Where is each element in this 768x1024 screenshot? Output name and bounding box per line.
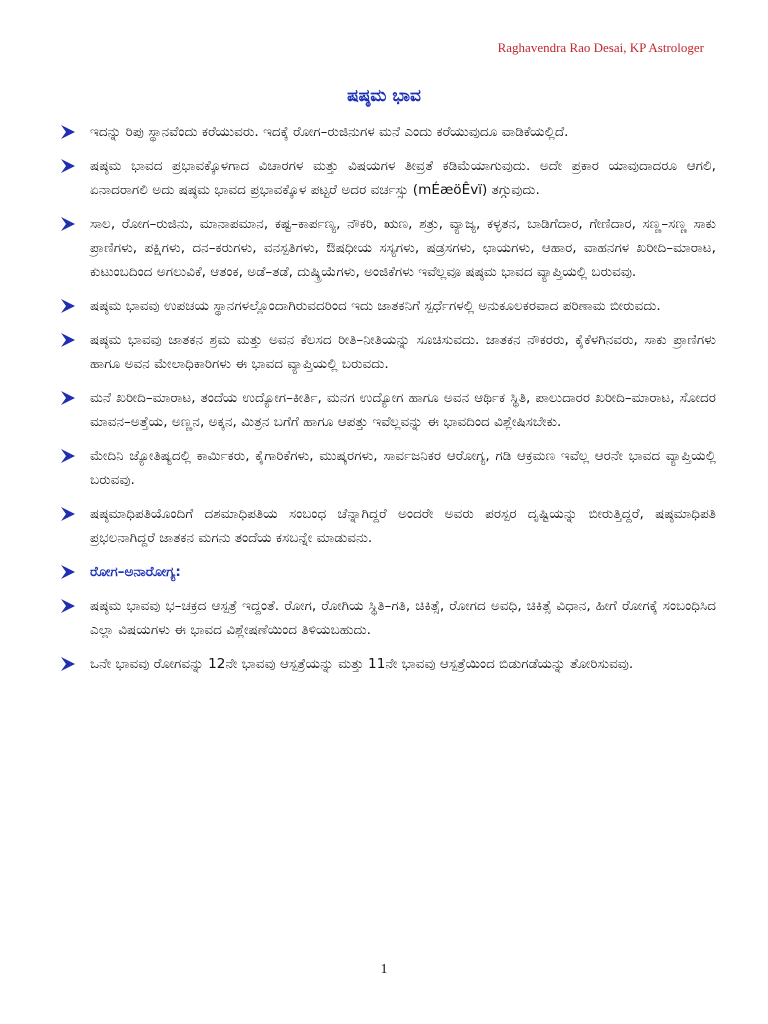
section-heading-text: ರೋಗ–ಅನಾರೋಗ್ಯ: xyxy=(90,564,181,580)
arrow-bullet-icon xyxy=(60,294,90,314)
bullet-paragraph xyxy=(60,120,716,144)
paragraph-text: ಷಷ್ಠಮ ಭಾವವು ಭ–ಚಕ್ರದ ಆಸ್ಪತ್ರೆ ಇದ್ದಂತೆ. ರೋಗ, ರೋಗಿಯ ಸ್ಥಿತಿ–ಗತಿ, ಚಿಕಿತ್ಸೆ, ರೋಗದ ಅವಧಿ, ಚಿಕಿತ್ಸೆ ವಿಧಾನ, ಹೀಗೆ ರೋಗಕ್ಕೆ ಸಂಬಂಧಿಸಿದ ಎಲ್ಲಾ ವಿಷಯಗಳು ಈ ಭಾವದ ವಿಶ್ಲೇಷಣೆಯಿಂದ ತಿಳಿಯಬಹುದು. xyxy=(90,598,716,638)
bullet-paragraph xyxy=(60,444,716,492)
arrow-bullet-icon xyxy=(60,652,90,672)
author-credit: Raghavendra Rao Desai, KP Astrologer xyxy=(497,40,704,55)
arrow-bullet-icon xyxy=(60,502,90,522)
arrow-bullet-icon xyxy=(60,120,90,140)
section-heading xyxy=(60,560,716,584)
paragraph-text: ಮನೆ ಖರೀದಿ–ಮಾರಾಟ, ತಂದೆಯ ಉದ್ಯೋಗ–ಕೀರ್ತಿ, ಮನಗ ಉದ್ಯೋಗ ಹಾಗೂ ಅವನ ಆರ್ಥಿಕ ಸ್ಥಿತಿ, ಪಾಲುದಾರರ ಖರೀದಿ–ಮಾರಾಟ, ಸೋದರ ಮಾವನ–ಅತ್ತೆಯ, ಅಣ್ಣನ, ಅಕ್ಕನ, ಮಿತ್ರನ ಬಗೆಗೆ ಹಾಗೂ ಆಪತ್ತು ಇವೆಲ್ಲವನ್ನು ಈ ಭಾವದಿಂದ ವಿಶ್ಲೇಷಿಸಬೇಕು. xyxy=(90,390,716,430)
paragraph-text: ಸಾಲ, ರೋಗ–ರುಜಿನು, ಮಾನಾಪಮಾನ, ಕಷ್ಟ–ಕಾರ್ಪಣ್ಯ, ನೌಕರಿ, ಋಣ, ಶತ್ರು, ವ್ಯಾಜ್ಯ, ಕಳ್ಳತನ, ಬಾಡಿಗೆದಾರ, ಗೇಣಿದಾರ, ಸಣ್ಣ–ಸಣ್ಣ ಸಾಕು ಪ್ರಾಣಿಗಳು, ಪಕ್ಷಿಗಳು, ದನ–ಕರುಗಳು, ವನಸ್ಪತಿಗಳು, ಔಷಧೀಯ ಸಸ್ಯಗಳು, ಷಡ್ರಸಗಳು, ಛಾಯಗಳು, ಆಹಾರ, ವಾಹನಗಳ ಖರೀದಿ–ಮಾರಾಟ, ಕುಟುಂಬದಿಂದ ಅಗಲುವಿಕೆ, ಆತಂಕ, ಅಡೆ–ತಡೆ, ದುಷ್ಕ್ರಿಯೆಗಳು, ಅಂಜಿಕೆಗಳು ಇವೆಲ್ಲವೂ ಷಷ್ಠಮ ಭಾವದ ವ್ಯಾಪ್ತಿಯಲ್ಲಿ ಬರುವವು. xyxy=(90,216,716,280)
paragraph-text: ಮೇದಿನಿ ಜ್ಯೋತಿಷ್ಯದಲ್ಲಿ ಕಾರ್ಮಿಕರು, ಕೈಗಾರಿಕೆಗಳು, ಮುಷ್ಕರಗಳು, ಸಾರ್ವಜನಿಕರ ಆರೋಗ್ಯ, ಗಡಿ ಆಕ್ರಮಣ ಇವೆಲ್ಲ ಆರನೇ ಭಾವದ ವ್ಯಾಪ್ತಿಯಲ್ಲಿ ಬರುವವು. xyxy=(90,448,716,488)
bullet-paragraph xyxy=(60,386,716,434)
paragraph-text: ಷಷ್ಠಮ ಭಾವದ ಪ್ರಭಾವಕ್ಕೊಳಗಾದ ವಿಚಾರಗಳ ಮತ್ತು ವಿಷಯಗಳ ತೀವ್ರತೆ ಕಡಿಮೆಯಾಗುವುದು. ಅದೇ ಪ್ರಕಾರ ಯಾವುದಾದರೂ ಆಗಲಿ, ಏನಾದರಾಗಲಿ ಅದು ಷಷ್ಠಮ ಭಾವದ ಪ್ರಭಾವಕ್ಕೊಳ ಪಟ್ಟರೆ ಅದರ ವರ್ಚಸ್ಸು (mÉæöÊvï) ತಗ್ಗುವುದು. xyxy=(90,158,716,198)
arrow-bullet-icon xyxy=(60,386,90,406)
bullet-paragraph xyxy=(60,212,716,284)
paragraph-text: ಇದನ್ನು ರಿಪು ಸ್ಥಾನವೆಂದು ಕರೆಯುವರು. ಇದಕ್ಕೆ ರೋಗ–ರುಜಿನುಗಳ ಮನೆ ಎಂದು ಕರೆಯುವುದೂ ವಾಡಿಕೆಯಲ್ಲಿದೆ. xyxy=(90,124,569,140)
arrow-bullet-icon xyxy=(60,560,90,580)
bullet-paragraph xyxy=(60,652,716,676)
bullet-paragraph xyxy=(60,294,716,318)
bullet-paragraph xyxy=(60,328,716,376)
paragraph-text: ಷಷ್ಠಮಾಧಿಪತಿಯೊಂದಿಗೆ ದಶಮಾಧಿಪತಿಯ ಸಂಬಂಧ ಚೆನ್ನಾಗಿದ್ದರೆ ಅಂದರೇ ಅವರು ಪರಸ್ಪರ ದೃಷ್ಟಿಯನ್ನು ಬೀರುತ್ತಿದ್ದರೆ, ಷಷ್ಠಮಾಧಿಪತಿ ಪ್ರಭಲನಾಗಿದ್ದರೆ ಜಾತಕನ ಮಗನು ತಂದೆಯ ಕಸಬನ್ನೇ ಮಾಡುವನು. xyxy=(90,506,716,546)
arrow-bullet-icon xyxy=(60,594,90,614)
arrow-bullet-icon xyxy=(60,328,90,348)
page-number: 1 xyxy=(380,962,388,977)
arrow-bullet-icon xyxy=(60,444,90,464)
paragraph-text: ಒನೇ ಭಾವವು ರೋಗವನ್ನು 12ನೇ ಭಾವವು ಆಸ್ಪತ್ರೆಯನ್ನು ಮತ್ತು 11ನೇ ಭಾವವು ಆಸ್ಪತ್ರೆಯಿಂದ ಬಿಡುಗಡೆಯನ್ನು ತೋರಿಸುವವು. xyxy=(90,656,634,672)
arrow-bullet-icon xyxy=(60,154,90,174)
page-title: ಷಷ್ಠಮ ಭಾವ xyxy=(347,86,421,106)
bullet-paragraph xyxy=(60,502,716,550)
paragraph-text: ಷಷ್ಠಮ ಭಾವವು ಜಾತಕನ ಶ್ರಮ ಮತ್ತು ಅವನ ಕೆಲಸದ ರೀತಿ–ನೀತಿಯನ್ನು ಸೂಚಿಸುವದು. ಜಾತಕನ ನೌಕರರು, ಕೈಕೆಳಗಿನವರು, ಸಾಕು ಪ್ರಾಣಿಗಳು ಹಾಗೂ ಅವನ ಮೇಲಾಧಿಕಾರಿಗಳು ಈ ಭಾವದ ವ್ಯಾಪ್ತಿಯಲ್ಲಿ ಬರುವದು. xyxy=(90,332,716,372)
bullet-paragraph xyxy=(60,154,716,202)
document-body xyxy=(60,120,716,686)
bullet-paragraph xyxy=(60,594,716,642)
paragraph-text: ಷಷ್ಠಮ ಭಾವವು ಉಪಚಯ ಸ್ಥಾನಗಳಲ್ಲೊಂದಾಗಿರುವದರಿಂದ ಇದು ಜಾತಕನಿಗೆ ಸ್ಪರ್ಧೆಗಳಲ್ಲಿ ಅನುಕೂಲಕರವಾದ ಪರಿಣಾಮ ಬೀರುವದು. xyxy=(90,298,661,314)
arrow-bullet-icon xyxy=(60,212,90,232)
